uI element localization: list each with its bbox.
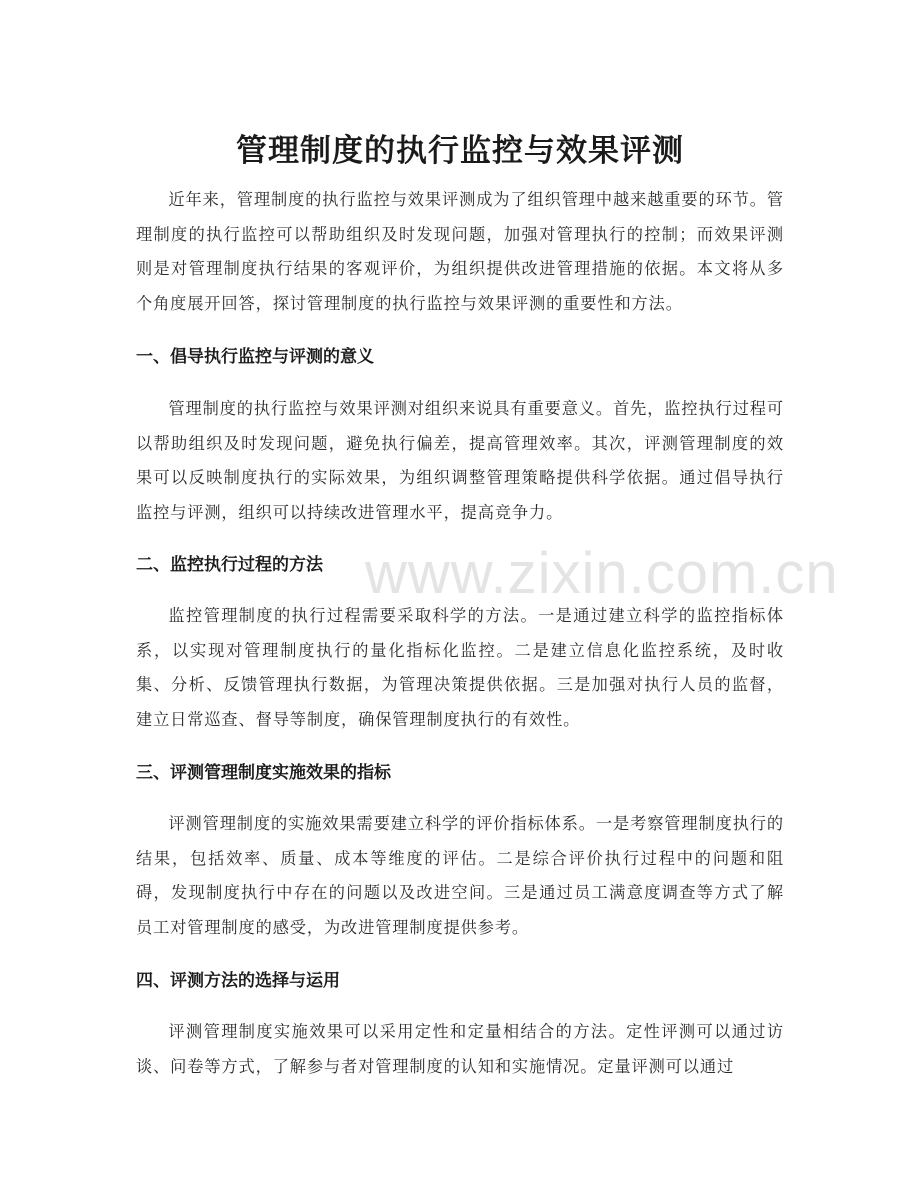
section-2-body: 监控管理制度的执行过程需要采取科学的方法。一是通过建立科学的监控指标体系，以实现对管理制度执行的量化指标化监控。二是建立信息化监控系统，及时收集、分析、反馈管理执行数据，为管理决策提供依据。三是加强对执行人员的监督，建立日常巡查、督导等制度，确保管理制度执行的有效性。 [136, 606, 784, 729]
section-4-body: 评测管理制度实施效果可以采用定性和定量相结合的方法。定性评测可以通过访谈、问卷等方式，了解参与者对管理制度的认知和实施情况。定量评测可以通过 [136, 1022, 784, 1076]
section-1-body: 管理制度的执行监控与效果评测对组织来说具有重要意义。首先，监控执行过程可以帮助组织及时发现问题，避免执行偏差，提高管理效率。其次，评测管理制度的效果可以反映制度执行的实际效果，为组织调整管理策略提供科学依据。通过倡导执行监控与评测，组织可以持续改进管理水平，提高竞争力。 [136, 399, 784, 522]
section-3-heading: 三、评测管理制度实施效果的指标 [136, 763, 391, 783]
intro-paragraph: 近年来，管理制度的执行监控与效果评测成为了组织管理中越来越重要的环节。管理制度的执行监控可以帮助组织及时发现问题，加强对管理执行的控制；而效果评测则是对管理制度执行结果的客观评价，为组织提供改进管理措施的依据。本文将从多个角度展开回答，探讨管理制度的执行监控与效果评测的重要性和方法。 [136, 190, 784, 313]
section-4-heading: 四、评测方法的选择与运用 [136, 971, 340, 991]
section-1-heading: 一、倡导执行监控与评测的意义 [136, 347, 374, 367]
watermark: www.zixin.com.cn [365, 541, 839, 606]
section-2-heading: 二、监控执行过程的方法 [136, 555, 323, 575]
section-3-body: 评测管理制度的实施效果需要建立科学的评价指标体系。一是考察管理制度执行的结果，包括效率、质量、成本等维度的评估。二是综合评价执行过程中的问题和阻碍，发现制度执行中存在的问题以及改进空间。三是通过员工满意度调查等方式了解员工对管理制度的感受，为改进管理制度提供参考。 [136, 814, 784, 937]
document-title: 管理制度的执行监控与效果评测 [236, 132, 684, 169]
